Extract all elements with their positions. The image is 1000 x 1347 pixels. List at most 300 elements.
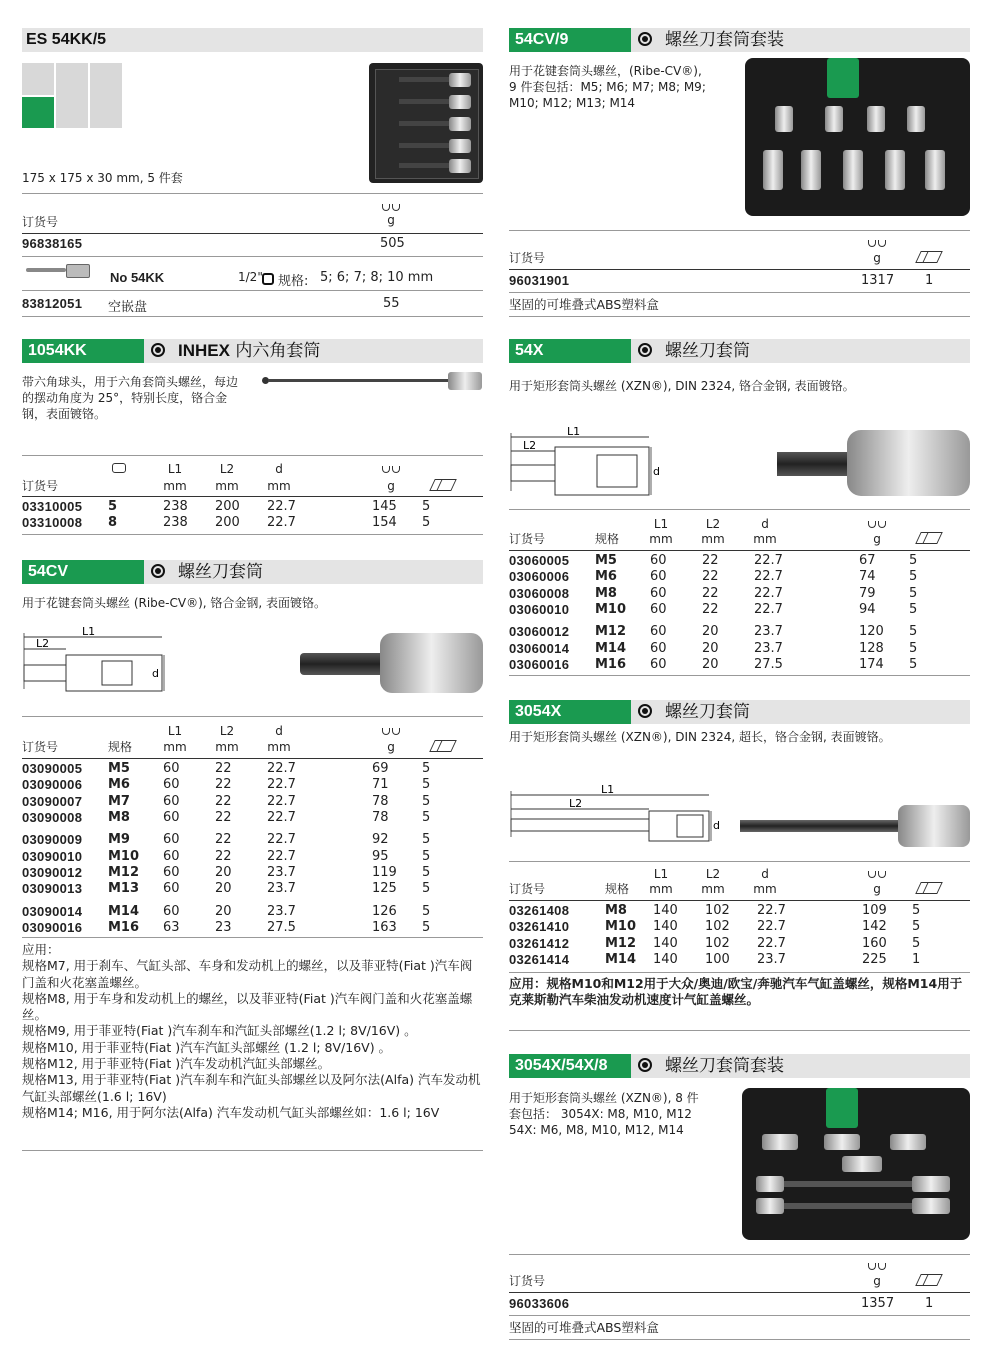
table-row (22, 848, 483, 864)
tray-socket-3 (449, 117, 471, 131)
diagram-d: d (653, 465, 660, 478)
case-photo (742, 1088, 970, 1240)
divider (509, 972, 970, 973)
spec-label: 规格: (278, 274, 309, 289)
mm-header: mm (267, 740, 291, 754)
section-header-1054kk (22, 339, 483, 363)
divider (22, 316, 483, 317)
swatch-grey-3 (90, 63, 122, 128)
section-title: 螺丝刀套筒 (665, 341, 750, 361)
table-row (22, 810, 483, 826)
cell-size: M5 (108, 761, 130, 777)
g-header: g (873, 882, 881, 896)
mm-header: mm (649, 532, 673, 546)
cell-pack: 5 (422, 864, 431, 880)
divider (22, 716, 483, 717)
section-title: 螺丝刀套筒套装 (665, 30, 784, 50)
cell-pack: 5 (422, 848, 431, 864)
table-row (22, 903, 483, 919)
section-description: 用于花键套筒头螺丝，(Ribe-CV®), 9 件套包括：M5; M6; M7; M8; M9; M10; M12; M13; M14 (509, 64, 706, 110)
divider (509, 269, 970, 270)
cell-size: M9 (108, 832, 130, 848)
cell-no: 03090016 (22, 919, 83, 935)
l2-header: L2 (219, 462, 235, 476)
g-header: g (873, 532, 881, 546)
title-bold: INHEX (178, 341, 230, 360)
cell-d: 23.7 (757, 952, 786, 968)
cell-size: M16 (595, 656, 627, 672)
cell-pack: 5 (422, 903, 431, 919)
weight-value: 1357 (861, 1296, 895, 1311)
table-row (22, 515, 483, 531)
order-header: 订货号 (509, 882, 546, 896)
cell-d: 22.7 (754, 585, 783, 601)
divider (509, 861, 970, 862)
order-label: 订货号 (509, 251, 546, 265)
tray-socket-5 (449, 159, 471, 173)
note-line: 规格M10, 用于菲亚特(Fiat )汽车汽缸头部螺丝 (1.2 l; 8V/16V) 。 (22, 1039, 392, 1055)
cell-size: M12 (108, 864, 140, 880)
cell-l1: 140 (653, 919, 678, 935)
tray-bit-4 (399, 143, 449, 148)
application-notes (22, 942, 483, 1121)
tray-name: 空嵌盘 (108, 300, 148, 315)
cell-pack: 5 (422, 515, 431, 531)
table-row (509, 903, 970, 919)
section-description: 用于矩形套筒头螺丝 (XZN®), DIN 2324, 超长，铬合金钢, 表面镀铬。 (509, 730, 891, 744)
cell-no: 03310008 (22, 515, 83, 531)
table-row (22, 881, 483, 897)
cell-l2: 20 (215, 903, 232, 919)
l2-header: L2 (705, 517, 721, 531)
cell-g: 120 (859, 624, 884, 640)
cell-l2: 22 (702, 569, 719, 585)
cell-g: 119 (372, 864, 397, 880)
table-row (22, 499, 483, 515)
weight-value: 1317 (861, 273, 895, 288)
section-header-54cv (22, 560, 483, 584)
cell-l1: 60 (650, 624, 667, 640)
mm-header: mm (701, 882, 725, 896)
l1-header: L1 (167, 462, 183, 476)
cell-no: 03261414 (509, 952, 570, 968)
cell-no: 03090014 (22, 903, 83, 919)
cell-size: M14 (605, 952, 637, 968)
cell-pack: 5 (422, 881, 431, 897)
divider (22, 233, 483, 234)
cell-l1: 238 (163, 499, 188, 515)
divider (509, 900, 970, 901)
cell-pack: 5 (909, 569, 918, 585)
cell-l1: 60 (163, 777, 180, 793)
cell-d: 22.7 (267, 761, 296, 777)
l1-header: L1 (167, 724, 183, 738)
drive-type-icon (638, 343, 652, 357)
diagram-l2: L2 (523, 439, 537, 452)
table-row (509, 569, 970, 585)
weight-icon (380, 200, 402, 214)
cell-l2: 20 (702, 656, 719, 672)
divider (22, 193, 483, 194)
section-description (509, 1090, 729, 1138)
section-code: 1054KK (22, 339, 144, 363)
g-label: g (387, 213, 395, 227)
table-54x (509, 553, 970, 673)
cell-d: 22.7 (757, 919, 786, 935)
cell-no: 03060012 (509, 624, 570, 640)
divider (509, 1315, 970, 1316)
cell-size: M14 (595, 640, 627, 656)
item-name: No 54KK (110, 270, 165, 285)
divider (509, 1254, 970, 1255)
cell-g: 95 (372, 848, 389, 864)
note-line: 规格M8, 用于车身和发动机上的螺丝，以及菲亚特(Fiat )汽车阀门盖和火花塞盖螺丝。 (22, 990, 473, 1023)
d-header: d (761, 867, 769, 881)
table-row (509, 624, 970, 640)
cell-pack: 5 (422, 761, 431, 777)
divider (509, 292, 970, 293)
section-header-54x (509, 339, 970, 363)
cell-pack: 5 (909, 553, 918, 569)
cell-pack: 5 (909, 640, 918, 656)
cell-l1: 60 (650, 656, 667, 672)
cell-size: M14 (108, 903, 140, 919)
divider (509, 316, 970, 317)
cell-size: M10 (108, 848, 140, 864)
weight-icon (866, 517, 888, 531)
cell-pack: 5 (909, 656, 918, 672)
cell-l2: 102 (705, 919, 730, 935)
cell-no: 03261410 (509, 919, 570, 935)
section-header-3054x (509, 700, 970, 724)
diagram-d: d (152, 667, 159, 680)
diagram-l1: L1 (82, 625, 96, 638)
cell-g: 67 (859, 553, 876, 569)
table-row (509, 936, 970, 952)
cell-d: 22.7 (267, 499, 296, 515)
section-code: 54CV/9 (509, 28, 631, 52)
rows (22, 761, 483, 936)
tray-socket-4 (449, 139, 471, 153)
section-title: 螺丝刀套筒 (178, 562, 263, 582)
divider (22, 758, 483, 759)
cell-pack: 5 (422, 499, 431, 515)
table-row (22, 794, 483, 810)
g-header: g (387, 479, 395, 493)
d-header: d (275, 724, 283, 738)
cell-g: 79 (859, 585, 876, 601)
dimension-diagram (509, 785, 729, 845)
cell-l2: 22 (215, 761, 232, 777)
cell-l2: 102 (705, 903, 730, 919)
cell-g: 160 (862, 935, 887, 951)
order-header: 订货号 (509, 532, 546, 546)
section-description: 用于花键套筒头螺丝 (Ribe-CV®), 铬合金钢, 表面镀铬。 (22, 596, 327, 610)
cell-no: 03090013 (22, 881, 83, 897)
dimension-diagram (22, 625, 172, 695)
cell-l2: 22 (215, 810, 232, 826)
mm-header: mm (215, 740, 239, 754)
order-header: 订货号 (22, 740, 59, 754)
cell-size: M12 (605, 935, 637, 951)
cell-no: 03261408 (509, 903, 570, 919)
diagram-d: d (713, 819, 720, 832)
cell-g: 71 (372, 777, 389, 793)
cell-g: 125 (372, 881, 397, 897)
section-code: 54CV (22, 560, 144, 584)
note-line: 应用： (22, 942, 60, 957)
cell-no: 03060005 (509, 553, 570, 569)
cell-d: 22.7 (754, 553, 783, 569)
cell-g: 92 (372, 832, 389, 848)
l1-header: L1 (653, 517, 669, 531)
desc-line: 用于矩形套筒头螺丝 (XZN®), 8 件 (509, 1091, 699, 1105)
table-1054kk (22, 499, 483, 532)
note-line: 规格M14; M16, 用于阿尔法(Alfa) 汽车发动机气缸头部螺丝如：1.6 l; 16V (22, 1104, 440, 1120)
cell-l2: 200 (215, 515, 240, 531)
pack-icon (916, 882, 942, 897)
cell-d: 27.5 (267, 919, 296, 935)
drive-type-icon (151, 564, 165, 578)
cell-l1: 60 (163, 881, 180, 897)
l2-header: L2 (219, 724, 235, 738)
mm-header: mm (163, 740, 187, 754)
drive-type-icon (151, 343, 165, 357)
weight-icon (866, 1259, 888, 1273)
cell-pack: 5 (422, 810, 431, 826)
cell-g: 74 (859, 569, 876, 585)
cell-l1: 60 (163, 793, 180, 809)
divider (509, 675, 970, 676)
table-row (22, 920, 483, 936)
weight-icon (866, 867, 888, 881)
cell-no: 03060010 (509, 602, 570, 618)
l1-header: L1 (653, 867, 669, 881)
divider (22, 1150, 483, 1151)
size-header: 规格 (605, 882, 630, 896)
cell-l1: 238 (163, 515, 188, 531)
divider (22, 534, 483, 535)
tray-bit-1 (399, 77, 449, 82)
cell-g: 78 (372, 793, 389, 809)
table-row (509, 640, 970, 656)
note-line: 规格M13, 用于菲亚特(Fiat )汽车刹车和汽缸头部螺丝以及阿尔法(Alfa) 汽车发动机气缸头部螺丝(1.6 l; 16V) (22, 1072, 481, 1104)
drive-type-icon (638, 32, 652, 46)
cell-pack: 5 (909, 624, 918, 640)
tray-order-number: 83812051 (22, 296, 83, 311)
divider (22, 496, 483, 497)
section-header-3054x8 (509, 1054, 970, 1078)
swatch-grey-1 (22, 63, 54, 95)
cell-l1: 140 (653, 935, 678, 951)
cell-g: 109 (862, 903, 887, 919)
cell-no: 03060016 (509, 656, 570, 672)
cell-d: 22.7 (267, 515, 296, 531)
section-title (178, 339, 320, 363)
mm-header: mm (753, 532, 777, 546)
cell-no: 03060006 (509, 569, 570, 585)
cell-g: 154 (372, 515, 397, 531)
divider (22, 256, 483, 257)
socket-icon-head (66, 264, 90, 278)
cell-pack: 5 (912, 903, 921, 919)
cell-d: 23.7 (267, 881, 296, 897)
cell-pack: 5 (912, 919, 921, 935)
socket-icon (26, 268, 66, 272)
cell-d: 22.7 (267, 777, 296, 793)
cell-size: M5 (595, 553, 617, 569)
tray-socket-2 (449, 95, 471, 109)
cell-size: M8 (108, 810, 130, 826)
table-row (509, 553, 970, 569)
cell-no: 03090010 (22, 848, 83, 864)
pack-icon (430, 479, 456, 494)
size-icon (108, 462, 130, 476)
weight-icon (380, 724, 402, 738)
cell-l1: 60 (650, 569, 667, 585)
cell-no: 03090008 (22, 810, 83, 826)
section-title: 螺丝刀套筒套装 (665, 1056, 784, 1076)
application-note: 应用：规格M10和M12用于大众/奥迪/欧宝/奔驰汽车气缸盖螺丝，规格M14用于克莱斯勒汽车柴油发动机速度计气缸盖螺丝。 (509, 976, 963, 1007)
section-description: 带六角球头，用于六角套筒头螺丝，每边的摆动角度为 25°，特别长度，铬合金钢，表面镀铬。 (22, 375, 239, 421)
cell-no: 03090006 (22, 777, 83, 793)
cell-l2: 20 (215, 864, 232, 880)
dimension-diagram (509, 425, 669, 500)
cell-l1: 60 (163, 832, 180, 848)
cell-d: 22.7 (267, 832, 296, 848)
cell-l2: 23 (215, 919, 232, 935)
tray-socket-1 (449, 73, 471, 87)
cell-pack: 5 (909, 602, 918, 618)
ball-hex-socket-image (262, 372, 483, 390)
swatch-grey-2 (56, 63, 88, 128)
order-header: 订货号 (22, 479, 59, 493)
tray-photo (369, 63, 483, 183)
mm-header: mm (163, 479, 187, 493)
section-code: 3054X (509, 700, 631, 724)
cell-l2: 22 (702, 602, 719, 618)
cell-g: 128 (859, 640, 884, 656)
cell-size: 8 (108, 515, 118, 531)
l2-header: L2 (705, 867, 721, 881)
desc-line: 54X: M6, M8, M10, M12, M14 (509, 1123, 684, 1137)
cell-size: M10 (605, 919, 637, 935)
cell-g: 145 (372, 499, 397, 515)
pack-icon (916, 1274, 942, 1289)
cell-size: 5 (108, 499, 118, 515)
tray-bit-5 (399, 163, 449, 168)
tray-weight: 55 (383, 296, 400, 311)
cell-pack: 5 (422, 919, 431, 935)
cell-no: 03090009 (22, 832, 83, 848)
table-row (22, 777, 483, 793)
rows (509, 553, 970, 673)
es54kk5-dims: 175 x 175 x 30 mm, 5 件套 (22, 171, 183, 185)
diagram-l2: L2 (569, 797, 583, 810)
mm-header: mm (267, 479, 291, 493)
size-header: 规格 (108, 740, 133, 754)
weight-icon (866, 236, 888, 250)
size-header: 规格 (595, 532, 620, 546)
cell-l2: 200 (215, 499, 240, 515)
d-header: d (761, 517, 769, 531)
cell-l1: 60 (163, 761, 180, 777)
divider (509, 230, 970, 231)
cell-g: 78 (372, 810, 389, 826)
cell-d: 22.7 (754, 602, 783, 618)
tray-bit-2 (399, 99, 449, 104)
cell-pack: 5 (909, 585, 918, 601)
divider (22, 937, 483, 938)
cell-d: 23.7 (267, 864, 296, 880)
g-header: g (387, 740, 395, 754)
cell-no: 03090007 (22, 793, 83, 809)
pack-icon (430, 740, 456, 755)
divider (509, 1030, 970, 1031)
order-label: 订货号 (509, 1274, 546, 1288)
d-header: d (275, 462, 283, 476)
cell-g: 126 (372, 903, 397, 919)
order-number: 96031901 (509, 273, 570, 288)
table-row (509, 952, 970, 968)
table-54cv (22, 761, 483, 936)
cell-d: 22.7 (757, 935, 786, 951)
cell-d: 22.7 (267, 848, 296, 864)
diagram-l1: L1 (567, 425, 581, 438)
section-code: ES 54KK/5 (26, 31, 107, 48)
cell-l2: 20 (215, 881, 232, 897)
cell-l2: 22 (215, 777, 232, 793)
cell-size: M16 (108, 919, 140, 935)
table-3054x (509, 903, 970, 968)
cell-size: M6 (108, 777, 130, 793)
cell-l1: 60 (163, 864, 180, 880)
g-label: g (873, 1274, 881, 1288)
weight-icon (380, 462, 402, 476)
drive-type-icon (638, 704, 652, 718)
cell-d: 23.7 (754, 640, 783, 656)
cell-pack: 5 (422, 793, 431, 809)
cell-d: 23.7 (754, 624, 783, 640)
cell-l2: 20 (702, 624, 719, 640)
cell-g: 142 (862, 919, 887, 935)
cell-no: 03261412 (509, 935, 570, 951)
note-line: 规格M12, 用于菲亚特(Fiat )汽车发动机汽缸头部螺丝。 (22, 1056, 331, 1072)
pack-value: 1 (925, 273, 934, 288)
cell-l2: 102 (705, 935, 730, 951)
swatch-green (22, 97, 54, 128)
drive-size: 1/2" (238, 270, 263, 284)
cell-l1: 60 (650, 602, 667, 618)
cell-g: 163 (372, 919, 397, 935)
table-row (22, 865, 483, 881)
cell-l1: 60 (650, 585, 667, 601)
divider (509, 1339, 970, 1340)
socket-photo (777, 430, 970, 496)
cell-size: M12 (595, 624, 627, 640)
cell-size: M6 (595, 569, 617, 585)
socket-photo (300, 633, 483, 693)
table-row (22, 832, 483, 848)
cell-d: 22.7 (757, 903, 786, 919)
cell-no: 03090012 (22, 864, 83, 880)
order-number: 96838165 (22, 236, 83, 251)
cell-l1: 140 (653, 952, 678, 968)
cell-l1: 140 (653, 903, 678, 919)
cell-size: M10 (595, 602, 627, 618)
table-row (509, 602, 970, 618)
order-number: 96033606 (509, 1296, 570, 1311)
